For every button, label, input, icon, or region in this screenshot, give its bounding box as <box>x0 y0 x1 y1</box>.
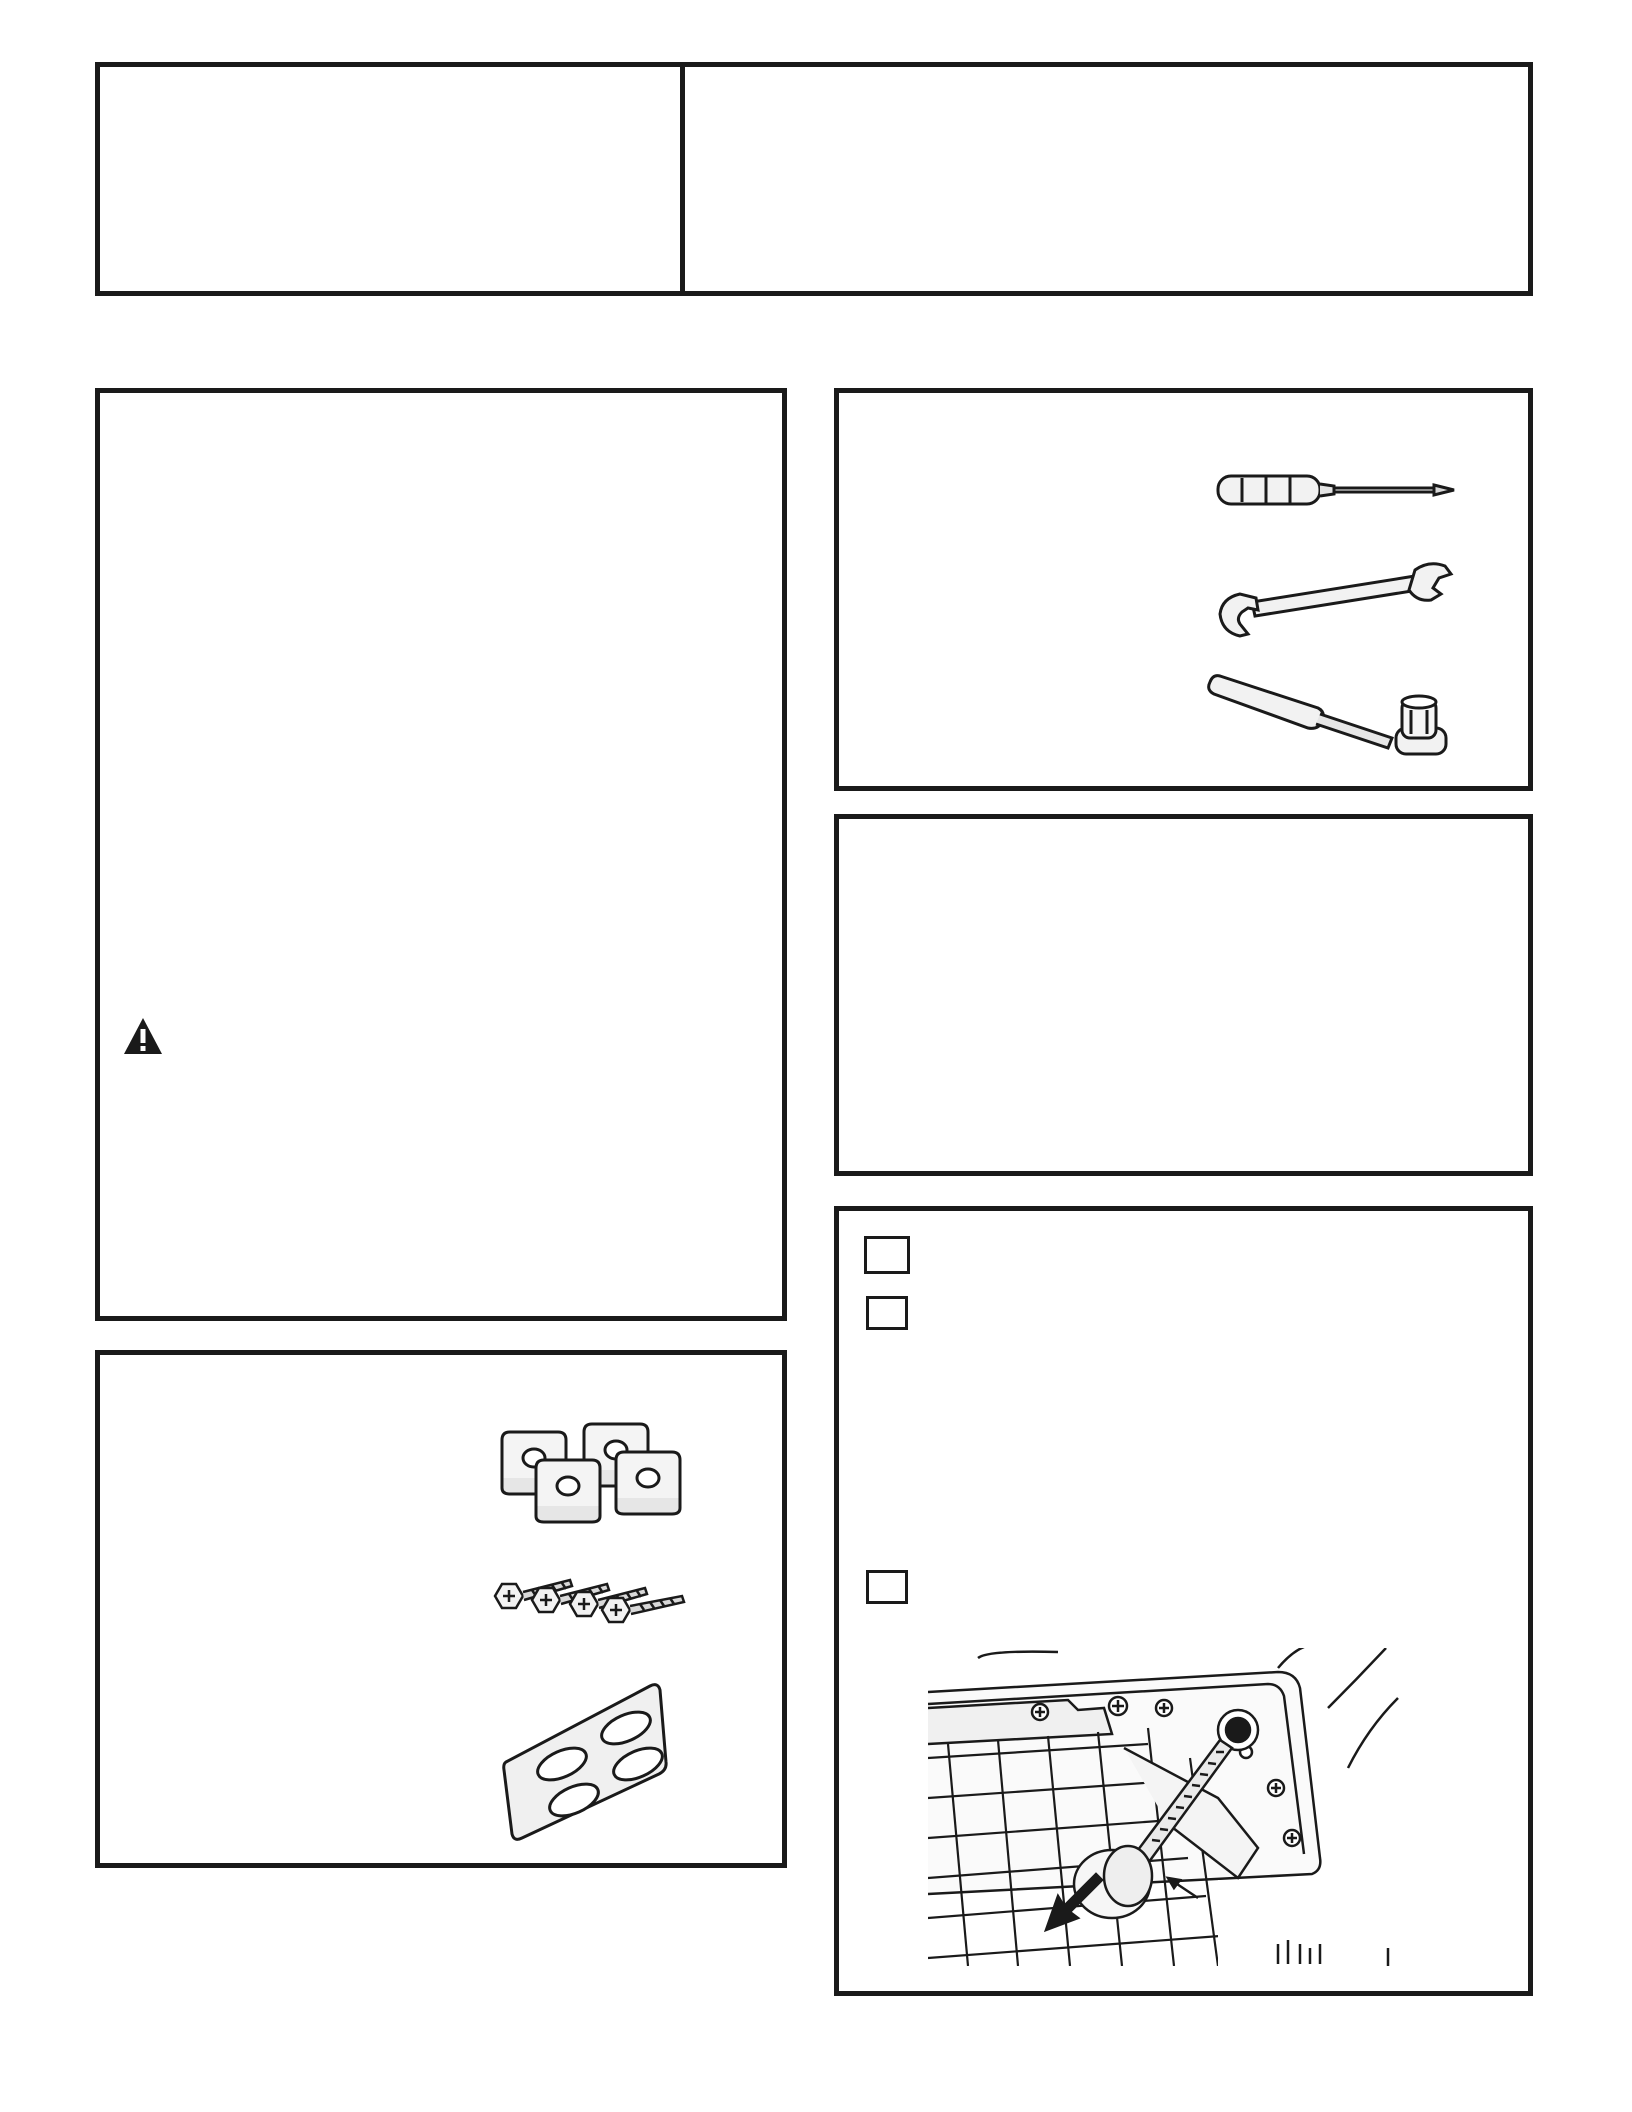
safety-panel <box>95 388 787 1321</box>
warning-triangle-icon <box>122 1016 164 1056</box>
screws-icon <box>490 1570 690 1630</box>
leveling-pads-icon <box>488 1420 698 1530</box>
open-end-wrench-icon <box>1210 556 1460 646</box>
header-divider <box>680 62 685 296</box>
notes-panel <box>834 814 1533 1176</box>
step-checkbox-1[interactable] <box>864 1236 910 1274</box>
step-checkbox-3[interactable] <box>866 1570 908 1604</box>
adhesive-pad-sheet-icon <box>500 1676 670 1846</box>
socket-wrench-icon <box>1206 670 1456 770</box>
shipping-bolt-removal-illustration <box>928 1648 1408 1966</box>
header-right-cell <box>700 80 1518 280</box>
phillips-screwdriver-icon <box>1212 468 1462 512</box>
header-left-cell <box>110 80 665 280</box>
step-checkbox-2[interactable] <box>866 1296 908 1330</box>
